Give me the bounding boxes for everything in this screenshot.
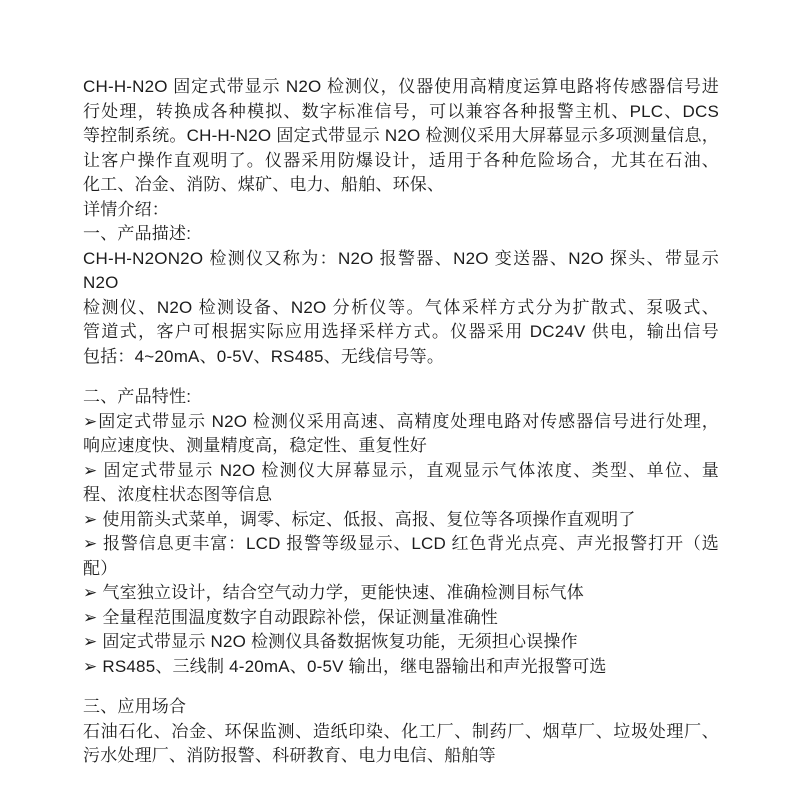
feature-bullet-line: ➢ 气室独立设计，结合空气动力学，更能快速、准确检测目标气体 [83, 583, 584, 602]
intro-line: 让客户操作直观明了。仪器采用防爆设计，适用于各种危险场合，尤其在石油、 [83, 150, 719, 170]
intro-paragraph [83, 75, 719, 222]
feature-bullet-line: ➢ RS485、三线制 4-20mA、0-5V 输出，继电器输出和声光报警可选 [83, 656, 607, 676]
product-description-line: 管道式，客户可根据实际应用选择采样方式。仪器采用 DC24V 供电，输出信号 [83, 322, 719, 341]
applications-line: 污水处理厂、消防报警、科研教育、电力电信、船舶等 [83, 746, 496, 765]
details-intro-label: 详情介绍： [83, 199, 169, 219]
section-1-heading: 一、产品描述: [83, 224, 192, 243]
feature-bullet-line: 程、浓度柱状态图等信息 [83, 485, 273, 504]
feature-bullet-line: ➢ 报警信息更丰富：LCD 报警等级显示、LCD 红色背光点亮、声光报警打开（选 [83, 534, 719, 553]
feature-bullet-line: ➢ 固定式带显示 N2O 检测仪具备数据恢复功能，无须担心误操作 [83, 632, 578, 651]
intro-line: 等控制系统。CH-H-N2O 固定式带显示 N2O 检测仪采用大屏幕显示多项测量信息， [83, 126, 719, 145]
feature-bullet-line: ➢固定式带显示 N2O 检测仪采用高速、高精度处理电路对传感器信号进行处理， [83, 411, 719, 431]
feature-bullet-line: 配） [83, 558, 118, 578]
section-product-description [83, 222, 724, 369]
product-description-document [83, 75, 724, 769]
product-description-line: 检测仪、N2O 检测设备、N2O 分析仪等。气体采样方式分为扩散式、泵吸式、 [83, 297, 719, 317]
applications-line: 石油石化、冶金、环保监测、造纸印染、化工厂、制药厂、烟草厂、垃圾处理厂、 [83, 721, 719, 741]
section-product-features [83, 385, 719, 679]
intro-line: CH-H-N2O 固定式带显示 N2O 检测仪，仪器使用高精度运算电路将传感器信号进 [83, 77, 719, 96]
intro-line: 化工、冶金、消防、煤矿、电力、船舶、环保、 [83, 175, 445, 194]
feature-bullet-line: ➢ 全量程范围温度数字自动跟踪补偿，保证测量准确性 [83, 607, 498, 627]
section-applications [83, 695, 719, 769]
feature-bullet-line: 响应速度快、测量精度高，稳定性、重复性好 [83, 436, 427, 455]
feature-bullet-line: ➢ 固定式带显示 N2O 检测仪大屏幕显示，直观显示气体浓度、类型、单位、量 [83, 460, 719, 480]
section-2-heading: 二、产品特性: [83, 387, 192, 406]
product-description-line: 包括：4~20mA、0-5V、RS485、无线信号等。 [83, 346, 445, 366]
product-description-line: CH-H-N2ON2O 检测仪又称为：N2O 报警器、N2O 变送器、N2O 探头、带显示 N2O [83, 248, 724, 292]
feature-bullet-line: ➢ 使用箭头式菜单，调零、标定、低报、高报、复位等各项操作直观明了 [83, 509, 636, 529]
intro-line: 行处理，转换成各种模拟、数字标准信号，可以兼容各种报警主机、PLC、DCS [83, 101, 719, 121]
section-3-heading: 三、应用场合 [83, 697, 187, 716]
